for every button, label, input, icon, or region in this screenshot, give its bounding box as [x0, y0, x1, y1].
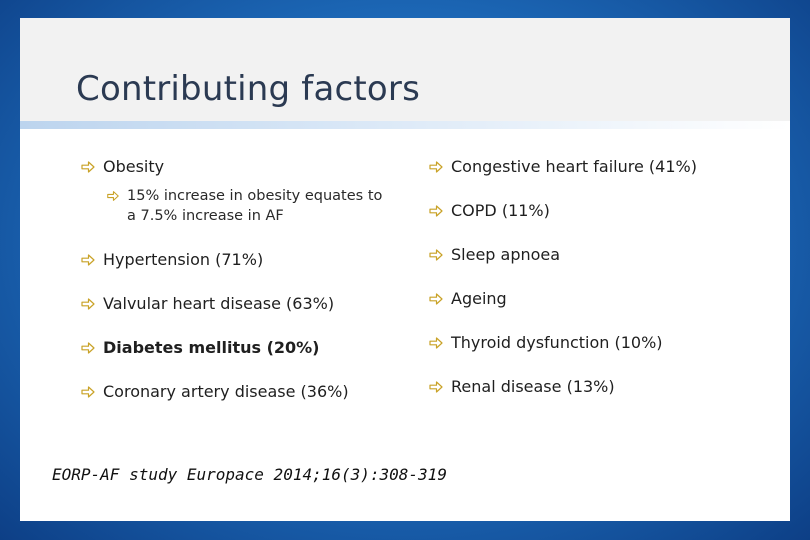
arrow-bullet-icon: [428, 203, 444, 219]
slide-title: Contributing factors: [76, 69, 421, 109]
arrow-bullet-icon: [80, 296, 96, 312]
bullet-label: Ageing: [451, 289, 507, 308]
title-band: [20, 18, 790, 121]
arrow-bullet-icon: [80, 340, 96, 356]
title-divider: [20, 121, 790, 129]
bullet-sleep-apnoea: [428, 244, 560, 266]
bullet-ageing: [428, 288, 507, 310]
bullet-label: COPD (11%): [451, 201, 550, 220]
bullet-label: Coronary artery disease (36%): [103, 382, 349, 401]
arrow-bullet-icon: [80, 159, 96, 175]
bullet-label: Valvular heart disease (63%): [103, 294, 335, 313]
bullet-hypertension: [80, 249, 263, 271]
bullet-congestive-heart-failure: [428, 156, 697, 178]
bullet-label: Renal disease (13%): [451, 377, 615, 396]
arrow-bullet-icon: [80, 252, 96, 268]
arrow-bullet-icon: [428, 247, 444, 263]
arrow-bullet-icon: [428, 291, 444, 307]
bullet-diabetes-mellitus: [80, 337, 320, 359]
bullet-label: Thyroid dysfunction (10%): [451, 333, 663, 352]
bullet-label: Diabetes mellitus (20%): [103, 338, 320, 357]
bullet-renal-disease: [428, 376, 615, 398]
sub-bullet-label: [127, 186, 382, 226]
arrow-bullet-icon: [428, 379, 444, 395]
bullet-thyroid-dysfunction: [428, 332, 663, 354]
sub-bullet-line-1: 15% increase in obesity equates to: [127, 188, 383, 204]
arrow-bullet-icon: [428, 159, 444, 175]
arrow-bullet-icon: [106, 189, 120, 203]
arrow-bullet-icon: [428, 335, 444, 351]
bullet-obesity: [80, 156, 164, 178]
bullet-label: Congestive heart failure (41%): [451, 157, 697, 176]
bullet-valvular-heart-disease: [80, 293, 334, 315]
citation: EORP-AF study Europace 2014;16(3):308-319: [52, 465, 447, 484]
bullet-label: Hypertension (71%): [103, 250, 264, 269]
bullet-label: Sleep apnoea: [451, 245, 561, 264]
sub-bullet-obesity-stat: [106, 186, 382, 226]
bullet-copd: [428, 200, 550, 222]
sub-bullet-line-2: a 7.5% increase in AF: [127, 208, 284, 224]
arrow-bullet-icon: [80, 384, 96, 400]
bullet-label: Obesity: [103, 157, 165, 176]
bullet-coronary-artery-disease: [80, 381, 349, 403]
